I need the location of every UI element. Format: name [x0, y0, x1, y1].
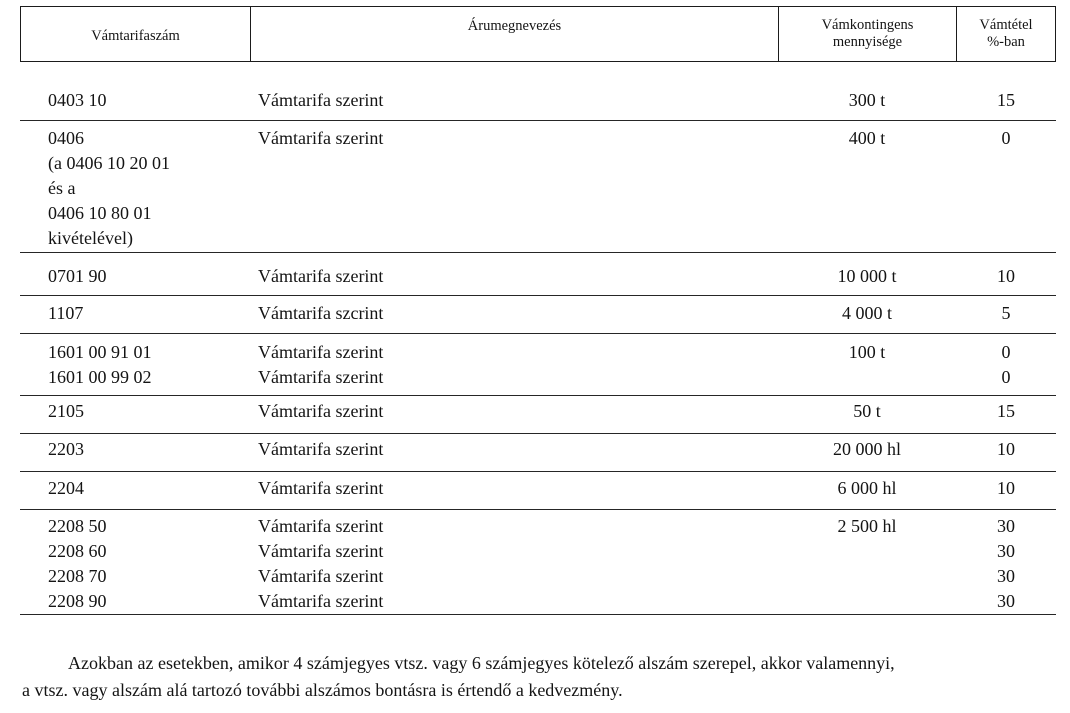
quota-amount: 100 t [848, 342, 886, 362]
duty-rate-line: 0 [1001, 367, 1011, 387]
header-code: Vámtarifaszám [21, 7, 251, 61]
product-name [258, 437, 383, 462]
duty-rate [956, 126, 1056, 151]
tariff-code-line: 2208 90 [48, 591, 107, 611]
tariff-code [48, 476, 84, 501]
footnote-line-2: a vtsz. vagy alszám alá tartozó további alszámos bontásra is értendő a kedvezmény. [22, 680, 623, 700]
product-name [258, 340, 383, 390]
tariff-code-line: 1107 [48, 303, 84, 323]
duty-rate-line: 15 [997, 401, 1015, 421]
tariff-code [48, 399, 84, 424]
product-name-line: Vámtarifa szerint [258, 541, 384, 561]
product-name-line: Vámtarifa szerint [258, 478, 384, 498]
duty-rate [956, 301, 1056, 326]
quota-amount: 6 000 hl [837, 478, 897, 498]
product-name-line: Vámtarifa szerint [258, 591, 384, 611]
product-name [258, 399, 383, 424]
tariff-code [48, 514, 107, 614]
duty-rate [956, 514, 1056, 614]
header-rate: Vámtétel %-ban [979, 17, 1033, 50]
product-name-line: Vámtarifa szerint [258, 367, 384, 387]
product-name-line: Vámtarifa szerint [258, 128, 384, 148]
duty-rate-line: 5 [1001, 303, 1011, 323]
tariff-code [48, 264, 107, 289]
duty-rate-line: 10 [997, 439, 1015, 459]
duty-rate-line: 30 [997, 516, 1015, 536]
product-name-line: Vámtarifa szerint [258, 566, 384, 586]
quota-amount: 10 000 t [837, 266, 897, 286]
product-name-line: Vámtarifa szerint [258, 266, 384, 286]
tariff-code-line: és a [48, 178, 76, 198]
header-quota: Vámkontingens mennyisége [779, 7, 957, 61]
product-name [258, 476, 383, 501]
row-divider [20, 614, 1056, 615]
product-name [258, 264, 383, 289]
duty-rate-line: 30 [997, 591, 1015, 611]
duty-rate [956, 264, 1056, 289]
tariff-code-line: kivételével) [48, 228, 133, 248]
duty-rate [956, 437, 1056, 462]
tariff-code-line: (a 0406 10 20 01 [48, 153, 170, 173]
tariff-code [48, 340, 152, 390]
table-header [20, 6, 1056, 62]
tariff-code-line: 0406 [48, 128, 84, 148]
tariff-code-line: 1601 00 91 01 [48, 342, 152, 362]
tariff-code-line: 0406 10 80 01 [48, 203, 152, 223]
row-divider [20, 333, 1056, 334]
footnote [22, 650, 1062, 704]
duty-rate-line: 30 [997, 566, 1015, 586]
duty-rate-line: 0 [1001, 342, 1011, 362]
row-divider [20, 471, 1056, 472]
tariff-code-line: 0403 10 [48, 90, 107, 110]
duty-rate [956, 399, 1056, 424]
row-divider [20, 433, 1056, 434]
tariff-code [48, 437, 84, 462]
row-divider [20, 509, 1056, 510]
tariff-code-line: 1601 00 99 02 [48, 367, 152, 387]
duty-rate-line: 10 [997, 266, 1015, 286]
quota-amount: 400 t [848, 128, 886, 148]
product-name-line: Vámtarifa szerint [258, 516, 384, 536]
product-name [258, 514, 383, 614]
row-divider [20, 295, 1056, 296]
tariff-code [48, 126, 170, 251]
duty-rate [956, 340, 1056, 390]
duty-rate-line: 30 [997, 541, 1015, 561]
quota-amount: 4 000 t [841, 303, 892, 323]
footnote-line-1: Azokban az esetekben, amikor 4 számjegyes vtsz. vagy 6 számjegyes kötelező alszám szerepel, akkor valamennyi, [68, 653, 895, 673]
product-name [258, 88, 383, 113]
tariff-code-line: 2203 [48, 439, 84, 459]
duty-rate-line: 10 [997, 478, 1015, 498]
quota-amount: 20 000 hl [832, 439, 901, 459]
quota-amount: 2 500 hl [837, 516, 897, 536]
quota-amount: 50 t [853, 401, 881, 421]
tariff-code-line: 2208 50 [48, 516, 107, 536]
duty-rate [956, 476, 1056, 501]
row-divider [20, 120, 1056, 121]
row-divider [20, 252, 1056, 253]
row-divider [20, 395, 1056, 396]
product-name-line: Vámtarifa szerint [258, 342, 384, 362]
tariff-code-line: 2208 70 [48, 566, 107, 586]
duty-rate-line: 15 [997, 90, 1015, 110]
product-name-line: Vámtarifa szerint [258, 90, 384, 110]
tariff-code [48, 301, 83, 326]
tariff-code-line: 2208 60 [48, 541, 107, 561]
product-name [258, 301, 383, 326]
header-name: Árumegnevezés [251, 7, 779, 61]
product-name-line: Vámtarifa szcrint [258, 303, 384, 323]
tariff-code [48, 88, 107, 113]
product-name-line: Vámtarifa szerint [258, 401, 384, 421]
tariff-code-line: 0701 90 [48, 266, 107, 286]
product-name-line: Vámtarifa szerint [258, 439, 384, 459]
tariff-code-line: 2105 [48, 401, 84, 421]
duty-rate-line: 0 [1001, 128, 1011, 148]
duty-rate [956, 88, 1056, 113]
product-name [258, 126, 383, 151]
tariff-code-line: 2204 [48, 478, 84, 498]
quota-amount: 300 t [848, 90, 886, 110]
